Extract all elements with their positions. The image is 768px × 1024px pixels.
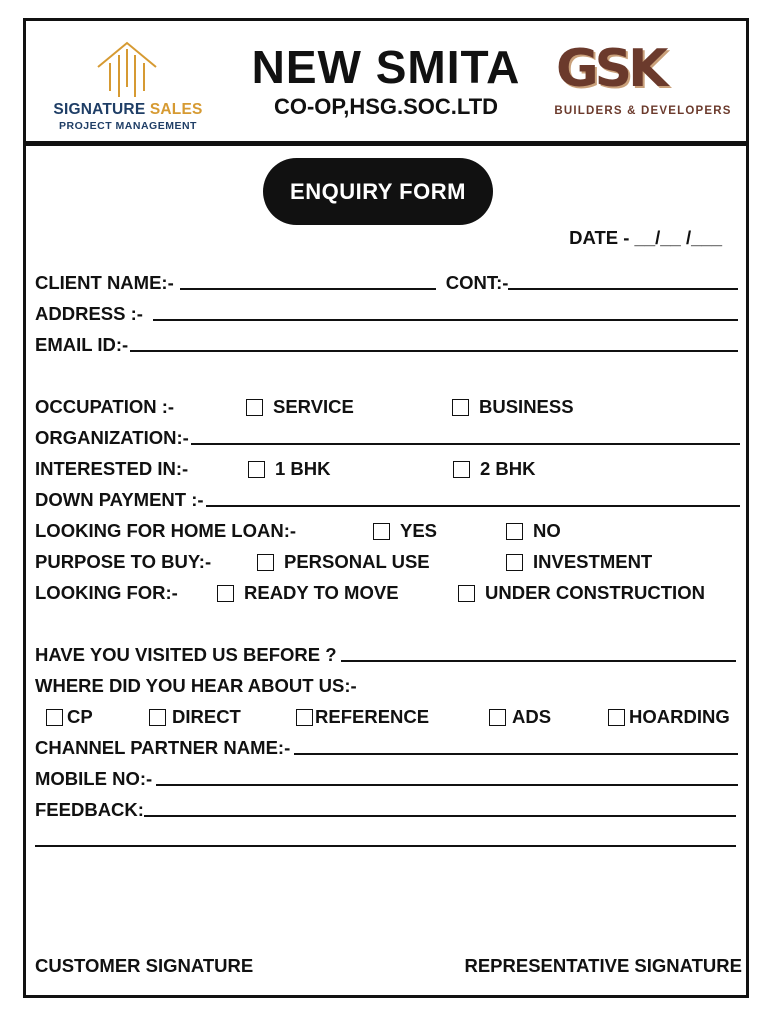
date-field[interactable]: DATE - __/__ /___ [569,227,722,248]
2bhk-checkbox[interactable] [453,461,470,478]
ads-label: ADS [512,706,552,727]
hear-hoarding-option[interactable] [608,705,730,729]
client-row [35,271,740,295]
logo-left-title [48,101,208,119]
page-subtitle: CO-OP,HSG.SOC.LTD [273,94,499,119]
service-checkbox[interactable] [246,399,263,416]
channel-partner-label: CHANNEL PARTNER NAME:- [35,737,291,758]
logo-right-tagline: BUILDERS & DEVELOPERS [554,105,732,117]
feedback-field[interactable] [144,815,736,817]
under-construction-checkbox[interactable] [458,585,475,602]
address-field[interactable] [153,319,738,321]
purpose-row [35,550,740,574]
address-label: ADDRESS :- [35,303,143,324]
purpose-label: PURPOSE TO BUY:- [35,551,212,572]
client-name-label: CLIENT NAME:- [35,272,174,293]
organization-field[interactable] [191,443,740,445]
form-frame [23,18,749,998]
cp-checkbox[interactable] [46,709,63,726]
business-checkbox[interactable] [452,399,469,416]
1bhk-label: 1 BHK [275,458,331,479]
client-name-field[interactable] [180,288,436,290]
header-divider [26,141,746,146]
hear-label: WHERE DID YOU HEAR ABOUT US:- [35,675,357,696]
mobile-field[interactable] [156,784,738,786]
1bhk-checkbox[interactable] [248,461,265,478]
logo-left-subtitle: PROJECT MANAGEMENT [59,120,197,132]
home-loan-no-option[interactable] [506,519,561,543]
interested-1bhk-option[interactable] [248,457,331,481]
organization-label: ORGANIZATION:- [35,427,189,448]
ready-to-move-option[interactable] [217,581,399,605]
reference-checkbox[interactable] [296,709,313,726]
personal-use-label: PERSONAL USE [284,551,430,572]
home-loan-label: LOOKING FOR HOME LOAN:- [35,520,297,541]
organization-row [35,426,740,450]
interested-row [35,457,740,481]
logo-left-word1: SIGNATURE [53,101,146,118]
reference-label: REFERENCE [315,706,430,727]
2bhk-label: 2 BHK [480,458,536,479]
page-title: NEW SMITA [251,41,521,93]
ads-checkbox[interactable] [489,709,506,726]
home-loan-row [35,519,740,543]
occupation-label: OCCUPATION :- [35,396,175,417]
email-row [35,333,740,357]
feedback-label: FEEDBACK: [35,799,144,820]
looking-for-row [35,581,740,605]
hear-reference-option[interactable] [296,705,429,729]
channel-partner-row [35,736,740,760]
hear-direct-option[interactable] [149,705,241,729]
looking-for-label: LOOKING FOR:- [35,582,178,603]
home-loan-yes-option[interactable] [373,519,437,543]
logo-right-mark: GSK [556,39,665,99]
title-block [216,39,556,119]
signature-sales-logo [48,41,208,131]
cp-label: CP [67,706,93,727]
down-payment-field[interactable] [206,505,740,507]
hear-options-row [35,705,740,729]
investment-label: INVESTMENT [533,551,653,572]
no-label: NO [533,520,561,541]
address-row [35,302,740,326]
ready-to-move-checkbox[interactable] [217,585,234,602]
hear-row [35,674,740,698]
contact-label: CONT:- [445,272,509,293]
direct-label: DIRECT [172,706,241,727]
customer-signature: CUSTOMER SIGNATURE [35,955,254,976]
gsk-logo [550,39,736,123]
interested-2bhk-option[interactable] [453,457,536,481]
visited-row [35,643,740,667]
service-label: SERVICE [273,396,354,417]
yes-label: YES [400,520,438,541]
purpose-investment-option[interactable] [506,550,652,574]
business-label: BUSINESS [479,396,574,417]
direct-checkbox[interactable] [149,709,166,726]
channel-partner-field[interactable] [294,753,738,755]
down-payment-label: DOWN PAYMENT :- [35,489,204,510]
hear-cp-option[interactable] [46,705,93,729]
yes-checkbox[interactable] [373,523,390,540]
occupation-service-option[interactable] [246,395,354,419]
visited-field[interactable] [341,660,736,662]
purpose-personal-option[interactable] [257,550,430,574]
representative-signature: REPRESENTATIVE SIGNATURE [464,955,742,976]
contact-field[interactable] [508,288,738,290]
no-checkbox[interactable] [506,523,523,540]
ready-to-move-label: READY TO MOVE [244,582,399,603]
under-construction-option[interactable] [458,581,705,605]
occupation-row [35,395,740,419]
feedback-field-line-2[interactable] [35,845,736,847]
feedback-row [35,798,740,822]
mobile-row [35,767,740,791]
logo-left-word2: SALES [149,101,203,118]
hoarding-label: HOARDING [629,706,730,727]
hoarding-checkbox[interactable] [608,709,625,726]
visited-label: HAVE YOU VISITED US BEFORE ? [35,644,337,665]
investment-checkbox[interactable] [506,554,523,571]
mobile-label: MOBILE NO:- [35,768,153,789]
personal-use-checkbox[interactable] [257,554,274,571]
building-lines-icon [96,41,158,97]
under-construction-label: UNDER CONSTRUCTION [485,582,705,603]
email-label: EMAIL ID:- [35,334,129,355]
down-payment-row [35,488,740,512]
interested-label: INTERESTED IN:- [35,458,189,479]
hear-ads-option[interactable] [489,705,551,729]
occupation-business-option[interactable] [452,395,574,419]
email-field[interactable] [130,350,738,352]
form-heading: ENQUIRY FORM [263,158,493,225]
